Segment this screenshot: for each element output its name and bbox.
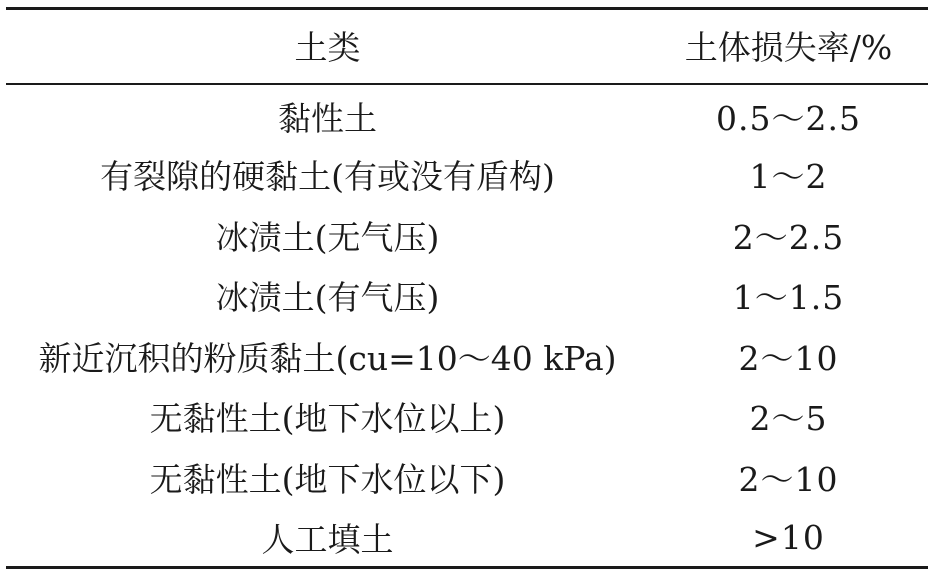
table-row: [6, 84, 928, 145]
header-loss-rate: 土体损失率/%: [684, 28, 893, 67]
loss-rate-cell: 1～2: [749, 157, 828, 197]
loss-rate-cell: 2～2.5: [732, 217, 845, 257]
table-row: [6, 266, 928, 327]
soil-type-cell: 有裂隙的硬黏土(有或没有盾构): [100, 157, 555, 197]
table-row: [6, 447, 928, 508]
header-soil-type: 土类: [294, 28, 361, 67]
table-row: [6, 508, 928, 569]
loss-rate-cell: 2～10: [738, 459, 839, 499]
loss-rate-cell: 2～10: [738, 338, 839, 378]
soil-type-cell: 冰渍土(无气压): [215, 217, 440, 257]
soil-loss-table: [6, 7, 928, 568]
table-row: [6, 145, 928, 206]
soil-type-cell: 冰渍土(有气压): [215, 278, 440, 318]
soil-type-cell: 无黏性土(地下水位以下): [149, 459, 506, 499]
table-row: [6, 326, 928, 387]
table-row: [6, 387, 928, 448]
table-row: [6, 205, 928, 266]
loss-rate-cell: 0.5～2.5: [716, 99, 861, 139]
loss-rate-cell: 1～1.5: [732, 278, 845, 318]
soil-type-cell: 新近沉积的粉质黏土(cu=10～40 kPa): [38, 338, 617, 378]
loss-rate-cell: >10: [752, 518, 825, 558]
soil-type-cell: 黏性土: [278, 99, 377, 139]
soil-type-cell: 无黏性土(地下水位以上): [149, 399, 506, 439]
soil-loss-table-container: [6, 7, 928, 569]
table-header-row: [6, 7, 928, 84]
soil-type-cell: 人工填土: [261, 520, 394, 560]
loss-rate-cell: 2～5: [749, 399, 828, 439]
